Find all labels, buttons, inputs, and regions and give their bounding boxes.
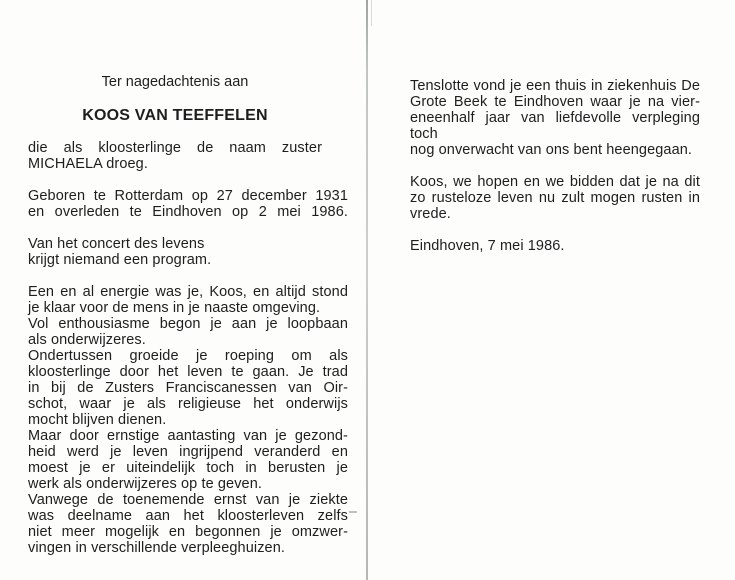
text-line: krijgt niemand een program. [28,252,212,268]
text-line: Van het concert des levens [28,236,205,252]
dedication-line: Ter nagedachtenis aan [101,74,249,90]
left-page-body [28,284,348,556]
text-line: Tenslotte vond je een thuis in ziekenhuis De [410,78,700,94]
text-line: vrede. [410,206,451,222]
text-line: en overleden te Eindhoven op 2 mei 1986. [28,204,348,220]
text-line: kloosterlinge door het leven te gaan. Je trad [28,364,348,380]
text-line: mocht blijven dienen. [28,412,167,428]
text-line: Koos, we hopen en we bidden dat je na dit [410,174,700,190]
poem [28,236,348,268]
text-line: zo rusteloze leven nu zult mogen rusten in [410,190,700,206]
text-line: in bij de Zusters Franciscanessen van Oir- [28,380,348,396]
paragraph [410,174,700,222]
left-page [28,74,348,556]
left-page-header [28,74,322,172]
right-page [410,78,700,254]
birth-death-dates [28,188,348,220]
text-line: Een en al energie was je, Koos, en altijd stond [28,284,348,300]
paragraph [28,492,348,556]
right-page-body [410,78,700,222]
text-line: die als kloosterlinge de naam zuster [28,140,322,156]
text-line: niet meer mogelijk en begonnen je omzwer- [28,524,348,540]
text-line: nog onverwacht van ons bent heengegaan. [410,142,693,158]
paragraph [410,78,700,158]
text-line: vingen in verschillende verpleeghuizen. [28,540,286,556]
text-line: Geboren te Rotterdam op 27 december 1931 [28,188,348,204]
text-line: MICHAELA droeg. [28,156,148,172]
text-line: schot, waar je als religieuse het onderwijs [28,396,348,412]
paragraph [28,316,348,348]
text-line: eneenhalf jaar van liefdevolle verpleging toch [410,110,700,142]
text-line: als onderwijzeres. [28,332,146,348]
paragraph [28,428,348,492]
fold-line-secondary [371,0,372,26]
text-line: heid werd je leven ingrijpend veranderd en [28,444,348,460]
text-line: je klaar voor de mens in je naaste omgeving. [28,300,321,316]
text-line: Ondertussen groeide je roeping om als [28,348,348,364]
text-line: werk als onderwijzeres op te geven. [28,476,263,492]
paragraph [28,348,348,428]
text-line: Vol enthousiasme begon je aan je loopbaan [28,316,348,332]
paragraph [28,284,348,316]
scan-artifact [349,511,357,513]
text-line: was deelname aan het kloosterleven zelfs [28,508,348,524]
text-line: Grote Beek te Eindhoven waar je na vier- [410,94,700,110]
deceased-name: KOOS VAN TEEFFELEN [82,107,268,124]
intro-paragraph [28,140,322,172]
closing-dateline: Eindhoven, 7 mei 1986. [410,238,565,254]
text-line: Maar door ernstige aantasting van je gezond- [28,428,348,444]
fold-line [366,0,368,580]
text-line: moest je er uiteindelijk toch in berusten je [28,460,348,476]
text-line: Vanwege de toenemende ernst van je ziekte [28,492,348,508]
